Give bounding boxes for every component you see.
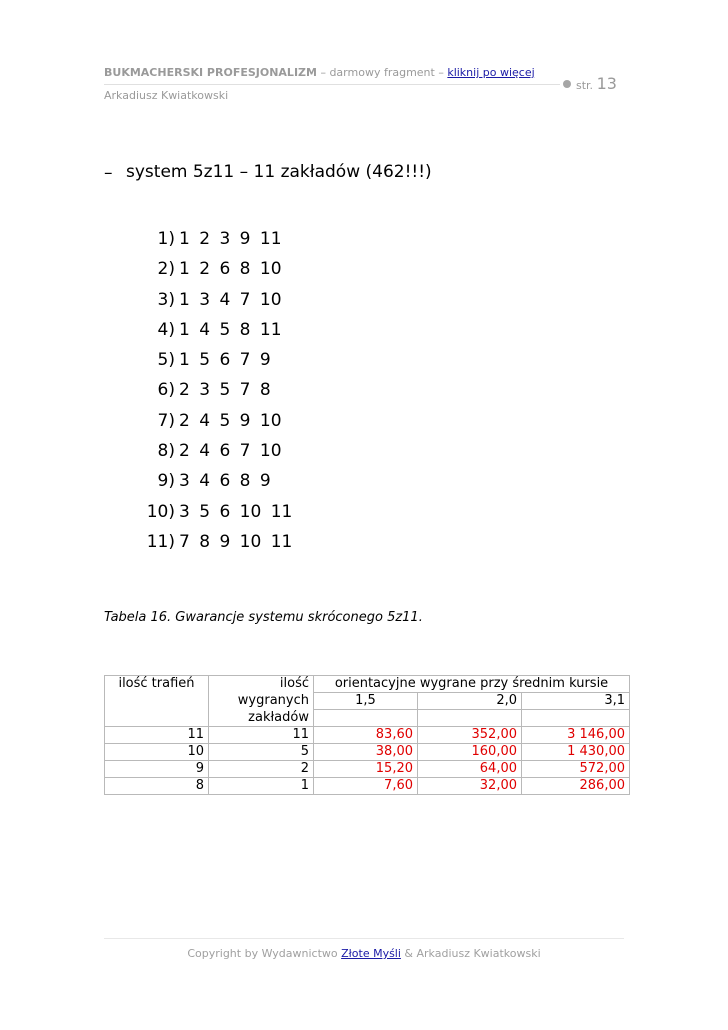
footer [0, 947, 728, 960]
item-numbers: 1 5 6 7 9 [179, 350, 271, 371]
table-header-row [105, 693, 630, 710]
item-index: 7) [157, 410, 175, 431]
item-numbers: 1 2 6 8 10 [179, 259, 282, 280]
item-index: 11) [146, 531, 175, 552]
item-index: 9) [157, 471, 175, 492]
item-numbers: 3 4 6 8 9 [179, 471, 271, 492]
header-bets-line3: zakładów [209, 710, 314, 727]
header-winnings-group: orientacyjne wygrane przy średnim kursie [314, 676, 630, 693]
cell-win-2-0: 64,00 [418, 760, 522, 777]
header-author: Arkadiusz Kwiatkowski [104, 89, 229, 102]
item-index: 2) [157, 259, 175, 280]
item-numbers: 7 8 9 10 11 [179, 531, 293, 552]
item-numbers: 1 2 3 9 11 [179, 229, 282, 249]
item-numbers: 2 4 6 7 10 [179, 441, 282, 462]
list-item [145, 348, 292, 378]
footer-rule [104, 938, 624, 939]
header-bets-line1: ilość [209, 676, 314, 693]
list-item [145, 530, 292, 560]
item-numbers: 1 3 4 7 10 [179, 289, 282, 310]
list-item [145, 257, 292, 287]
header-separator-text: – darmowy fragment – [316, 66, 448, 79]
book-title: BUKMACHERSKI PROFESJONALIZM [104, 66, 317, 79]
header-spacer [418, 710, 522, 727]
cell-win-1-5: 7,60 [314, 777, 418, 794]
page-prefix: str. [576, 79, 594, 92]
running-header [104, 66, 535, 79]
item-index: 8) [157, 441, 175, 462]
dash-bullet: – [104, 163, 113, 183]
list-item [145, 469, 292, 499]
header-spacer [314, 710, 418, 727]
list-item [145, 439, 292, 469]
cell-win-3-1: 1 430,00 [522, 743, 630, 760]
cell-win-3-1: 286,00 [522, 777, 630, 794]
cell-win-2-0: 160,00 [418, 743, 522, 760]
header-hits: ilość trafień [105, 676, 209, 693]
list-item [145, 500, 292, 530]
item-numbers: 3 5 6 10 11 [179, 501, 293, 522]
publisher-link[interactable]: Złote Myśli [341, 947, 401, 960]
item-index: 5) [157, 350, 175, 371]
header-bets-line2: wygranych [209, 693, 314, 710]
header-odds-2: 2,0 [418, 693, 522, 710]
more-link[interactable]: kliknij po więcej [447, 66, 535, 79]
cell-bets: 1 [209, 777, 314, 794]
item-numbers: 2 3 5 7 8 [179, 380, 271, 401]
combination-list [145, 227, 292, 560]
table-caption: Tabela 16. Gwarancje systemu skróconego 5z11. [104, 610, 423, 625]
footer-prefix: Copyright by Wydawnictwo [187, 947, 342, 960]
item-index: 6) [157, 380, 175, 401]
cell-win-1-5: 15,20 [314, 760, 418, 777]
table-header-row [105, 710, 630, 727]
cell-hits: 9 [105, 760, 209, 777]
cell-win-3-1: 572,00 [522, 760, 630, 777]
list-item [145, 288, 292, 318]
table-row [105, 760, 630, 777]
item-index: 3) [157, 289, 175, 310]
cell-bets: 11 [209, 726, 314, 743]
page-number-value: 13 [596, 74, 617, 93]
guarantee-table [104, 675, 630, 795]
item-index: 4) [157, 319, 175, 340]
header-rule [104, 84, 560, 85]
header-hits-spacer [105, 693, 209, 710]
cell-win-3-1: 3 146,00 [522, 726, 630, 743]
cell-hits: 10 [105, 743, 209, 760]
header-odds-1: 1,5 [314, 693, 418, 710]
list-item [145, 378, 292, 408]
item-numbers: 1 4 5 8 11 [179, 319, 282, 340]
cell-win-2-0: 352,00 [418, 726, 522, 743]
cell-hits: 8 [105, 777, 209, 794]
section-heading: system 5z11 – 11 zakładów (462!!!) [126, 162, 432, 182]
table-header-row [105, 676, 630, 693]
list-item [145, 409, 292, 439]
bullet-dot-icon [563, 80, 571, 88]
table-row [105, 743, 630, 760]
header-hits-spacer [105, 710, 209, 727]
item-index: 1) [157, 229, 175, 249]
cell-hits: 11 [105, 726, 209, 743]
header-odds-3: 3,1 [522, 693, 630, 710]
cell-win-1-5: 38,00 [314, 743, 418, 760]
header-spacer [522, 710, 630, 727]
item-index: 10) [146, 501, 175, 522]
cell-win-2-0: 32,00 [418, 777, 522, 794]
item-numbers: 2 4 5 9 10 [179, 410, 282, 431]
cell-bets: 5 [209, 743, 314, 760]
page-number [576, 74, 617, 93]
table-row [105, 726, 630, 743]
list-item [145, 318, 292, 348]
cell-win-1-5: 83,60 [314, 726, 418, 743]
cell-bets: 2 [209, 760, 314, 777]
table-row [105, 777, 630, 794]
footer-suffix: & Arkadiusz Kwiatkowski [400, 947, 541, 960]
list-item [145, 227, 292, 257]
